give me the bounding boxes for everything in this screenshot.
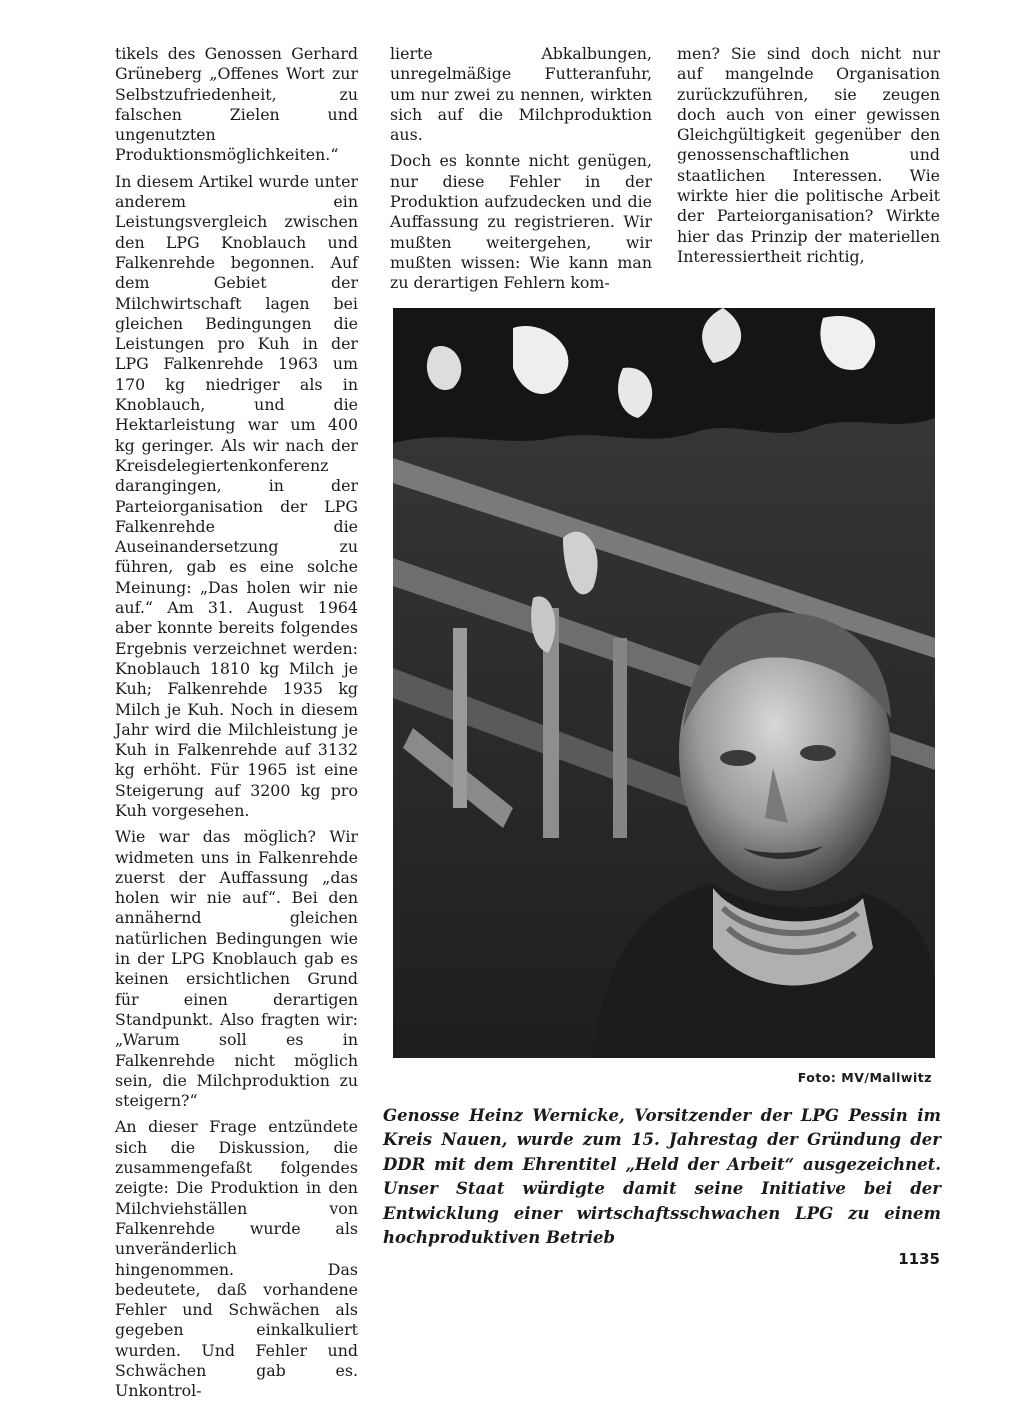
photo-portrait [393, 308, 935, 1058]
paragraph: men? Sie sind doch nicht nur auf mangelnde Organisation zurückzuführen, sie zeugen doch auch von einer gewissen Gleichgültigkeit gegenüber den genossenschaftlichen und staatlichen Interessen. Wie wirkte hier die politische Arbeit der Parteiorganisation? Wirkte hier das Prinzip der materiellen Interessiertheit richtig, [677, 44, 940, 266]
text-column-3 [677, 44, 940, 273]
paragraph: tikels des Genossen Gerhard Grüneberg „Offenes Wort zur Selbstzufriedenheit, zu falschen Zielen und ungenutzten Produktionsmöglichkeiten.“ [115, 44, 358, 165]
page-number: 1135 [898, 1250, 940, 1268]
text-column-1 [115, 44, 358, 1408]
paragraph: Wie war das möglich? Wir widmeten uns in Falkenrehde zuerst der Auffassung „das holen wir nie auf“. Bei den annähernd gleichen natürlichen Bedingungen wie in der LPG Knoblauch gab es keinen ersichtlichen Grund für einen derartigen Standpunkt. Also fragten wir: „Warum soll es in Falkenrehde nicht möglich sein, die Milchproduktion zu steigern?“ [115, 827, 358, 1111]
photo-credit: Foto: MV/Mallwitz [797, 1070, 932, 1085]
paragraph: In diesem Artikel wurde unter anderem ein Leistungsvergleich zwischen den LPG Knoblauch und Falkenrehde begonnen. Auf dem Gebiet der Milchwirtschaft lagen bei gleichen Bedingungen die Leistungen pro Kuh in der LPG Falkenrehde 1963 um 170 kg niedriger als in Knoblauch, und die Hektarleistung war um 400 kg geringer. Als wir nach der Kreisdelegiertenkonferenz darangingen, in der Parteiorganisation der LPG Falkenrehde die Auseinandersetzung zu führen, gab es eine solche Meinung: „Das holen wir nie auf.“ Am 31. August 1964 aber konnte bereits folgendes Ergebnis verzeichnet werden: Knoblauch 1810 kg Milch je Kuh; Falkenrehde 1935 kg Milch je Kuh. Noch in diesem Jahr wird die Milchleistung je Kuh in Falkenrehde auf 3132 kg erhöht. Für 1965 ist eine Steigerung auf 3200 kg pro Kuh vorgesehen. [115, 171, 358, 820]
paragraph: Doch es konnte nicht genügen, nur diese Fehler in der Produktion aufzudecken und die Auffassung zu registrieren. Wir mußten weitergehen, wir mußten wissen: Wie kann man zu derartigen Fehlern kom- [390, 151, 652, 293]
paragraph: lierte Abkalbungen, unregelmäßige Futteranfuhr, um nur zwei zu nennen, wirkten sich auf die Milchproduktion aus. [390, 44, 652, 145]
photo-illustration [393, 308, 935, 1058]
paragraph: An dieser Frage entzündete sich die Diskussion, die zusammengefaßt folgendes zeigte: Die Produktion in den Milchviehställen von Falkenrehde wurde als unveränderlich hingenommen. Das bedeutete, daß vorhandene Fehler und Schwächen als gegeben einkalkuliert wurden. Und Fehler und Schwächen gab es. Unkontrol- [115, 1117, 358, 1401]
photo-caption: Genosse Heinz Wernicke, Vorsitzender der LPG Pessin im Kreis Nauen, wurde zum 15. Jahrestag der Gründung der DDR mit dem Ehrentitel „Held der Arbeit“ ausgezeichnet. Unser Staat würdigte damit seine Initiative bei der Entwicklung einer wirtschaftsschwachen LPG zu einem hochproduktiven Betrieb [383, 1106, 941, 1248]
text-column-2 [390, 44, 652, 300]
